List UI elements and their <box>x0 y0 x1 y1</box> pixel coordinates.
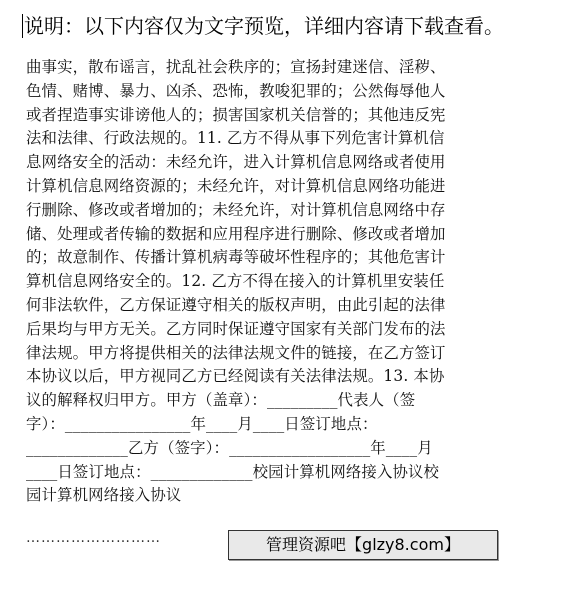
document-line: 律法规。甲方将提供相关的法律法规文件的链接，在乙方签订 <box>26 343 446 362</box>
document-line: 息网络安全的活动：未经允许，进入计算机信息网络或者使用 <box>26 153 446 172</box>
document-line: 色情、赌博、暴力、凶杀、恐怖，教唆犯罪的；公然侮辱他人 <box>26 81 446 100</box>
document-line: 曲事实，散布谣言，扰乱社会秩序的；宣扬封建迷信、淫秽、 <box>26 58 446 76</box>
document-line: 何非法软件，乙方保证遵守相关的版权声明，由此引起的法律 <box>26 295 446 314</box>
document-line: 储、处理或者传输的数据和应用程序进行删除、修改或者增加 <box>26 224 446 243</box>
document-line: 本协议以后，甲方视同乙方已经阅读有关法律法规。13. 本协 <box>26 367 445 386</box>
preview-notice: 说明：以下内容仅为文字预览，详细内容请下载查看。 <box>24 14 504 38</box>
text-cursor <box>22 14 23 38</box>
document-line: 法和法律、行政法规的。11. 乙方不得从事下列危害计算机信 <box>26 129 445 148</box>
document-line: 的；故意制作、传播计算机病毒等破坏性程序的；其他危害计 <box>26 248 446 267</box>
document-line: ____日签订地点：_____________校园计算机网络接入协议校 <box>26 462 440 481</box>
document-line: 园计算机网络接入协议 <box>26 486 182 505</box>
document-line: _____________乙方（签字）：__________________年____月 <box>26 438 433 457</box>
document-line: 议的解释权归甲方。甲方（盖章）：_________代表人（签 <box>26 391 416 410</box>
continuation-dots: ……………………… <box>26 530 161 546</box>
document-line: 字）：________________年____月____日签订地点： <box>26 414 378 433</box>
document-line: 后果均与甲方无关。乙方同时保证遵守国家有关部门发布的法 <box>26 319 446 338</box>
document-line: 行删除、修改或者增加的；未经允许，对计算机信息网络中存 <box>26 200 446 219</box>
document-line: 计算机信息网络资源的；未经允许，对计算机信息网络功能进 <box>26 176 446 195</box>
document-line: 或者捏造事实诽谤他人的；损害国家机关信誉的；其他违反宪 <box>26 105 446 124</box>
document-body <box>26 56 554 508</box>
document-line: 算机信息网络安全的。12. 乙方不得在接入的计算机里安装任 <box>26 272 445 291</box>
site-link-badge[interactable]: 管理资源吧【glzy8.com】 <box>228 530 498 560</box>
